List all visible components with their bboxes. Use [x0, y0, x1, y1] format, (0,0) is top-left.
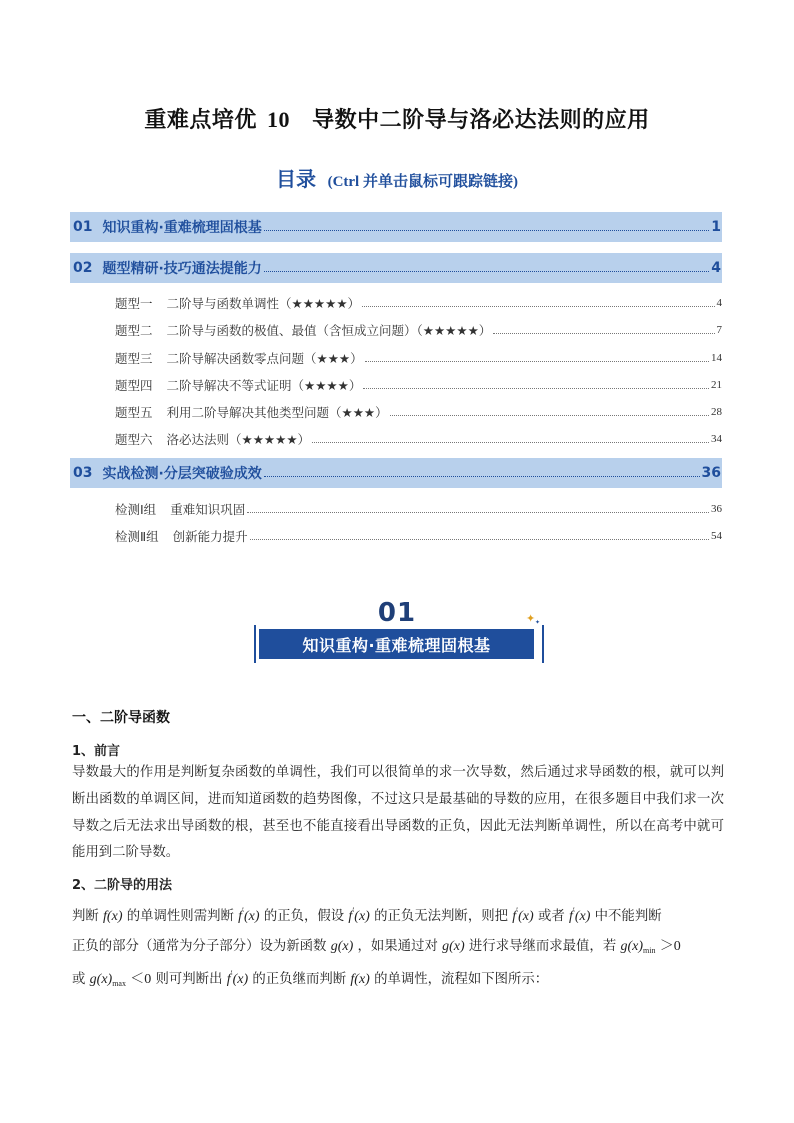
toc-item-label: 创新能力提升	[172, 529, 248, 544]
sparkle-icon: ✦	[526, 612, 536, 625]
banner-label: 知识重构·重难梳理固根基	[259, 629, 534, 659]
math-gx: g(x)	[442, 939, 465, 954]
toc-item-label: 利用二阶导解决其他类型问题（★★★）	[166, 405, 388, 420]
text-run: 的正负继而判断	[252, 972, 347, 987]
toc-item-page: 4	[716, 297, 722, 309]
toc-section-page: 1	[711, 219, 721, 235]
toc-item-type: 题型一	[115, 296, 153, 311]
toc-leader	[362, 306, 714, 307]
toc-section-page: 36	[701, 465, 721, 481]
toc-leader	[250, 539, 709, 540]
toc-leader	[247, 512, 709, 513]
toc-item-type: 题型六	[115, 432, 153, 447]
toc-item-label: 重难知识巩固	[170, 502, 246, 517]
toc-item-type5[interactable]	[115, 402, 722, 422]
math-fx: f(x)	[103, 909, 123, 924]
title-main: 导数中二阶导与洛必达法则的应用	[312, 108, 650, 133]
text-run: 则可判断出	[155, 972, 223, 987]
text-run: ，如果通过对	[357, 939, 438, 954]
text-run: 的单调性，流程如下图所示：	[374, 972, 549, 987]
toc-item-label: 二阶导解决不等式证明（★★★★）	[166, 378, 362, 393]
paragraph-usage-line-1	[72, 905, 662, 925]
math-gx-max: $g(x)_{max}$	[89, 972, 126, 988]
toc-item-page: 54	[711, 530, 722, 542]
toc-note: (Ctrl 并单击鼠标可跟踪链接)	[327, 174, 518, 190]
toc-item-label: 二阶导解决函数零点问题（★★★）	[166, 351, 363, 366]
text-run: 的正负，假设	[263, 909, 345, 924]
toc-item-label: 洛必达法则（★★★★★）	[166, 432, 311, 447]
text-run: 判断	[72, 909, 99, 924]
text-run: 中不能判断	[594, 909, 662, 924]
toc-item-type6[interactable]	[115, 429, 722, 449]
toc-item-label: 二阶导与函数单调性（★★★★★）	[166, 296, 361, 311]
toc-item-type: 检测Ⅱ组	[115, 529, 159, 544]
toc-heading	[0, 163, 794, 192]
math-fprime-x: f′(x)	[348, 906, 370, 924]
toc-leader	[264, 476, 700, 477]
toc-item-type2[interactable]	[115, 320, 722, 340]
toc-leader	[493, 333, 714, 334]
subsection-title-1: 1、前言	[72, 744, 121, 759]
toc-item-type: 题型四	[115, 378, 153, 393]
toc-section-03[interactable]	[70, 458, 722, 488]
text-run: 或	[72, 972, 86, 987]
toc-section-num: 02	[73, 260, 93, 276]
title-number: 10	[267, 107, 290, 132]
text-run: 的单调性则需判断	[126, 909, 234, 924]
toc-item-type: 检测Ⅰ组	[115, 502, 157, 517]
banner-number: 01	[377, 598, 417, 628]
math-lt-zero: ＜0	[130, 972, 152, 987]
toc-section-label: 题型精研·技巧通法提能力	[102, 261, 262, 277]
toc-leader	[390, 415, 709, 416]
toc-item-type: 题型五	[115, 405, 153, 420]
toc-item-page: 7	[716, 324, 722, 336]
text-run: 的正负无法判断，则把	[374, 909, 508, 924]
subsection-title-2: 2、二阶导的用法	[72, 878, 173, 893]
toc-item-test2[interactable]	[115, 526, 722, 546]
toc-leader	[312, 442, 709, 443]
toc-item-label: 二阶导与函数的极值、最值（含恒成立问题）（★★★★★）	[166, 323, 492, 338]
toc-item-page: 21	[711, 379, 722, 391]
toc-item-type3[interactable]	[115, 348, 722, 368]
toc-item-type1[interactable]	[115, 293, 722, 313]
text-run: 或者	[537, 909, 565, 924]
section-title: 一、二阶导函数	[72, 710, 170, 726]
toc-item-page: 28	[711, 406, 722, 418]
math-fprime-x: f′(x)	[512, 906, 534, 924]
toc-item-type: 题型二	[115, 323, 153, 338]
toc-leader	[363, 388, 709, 389]
title-prefix: 重难点培优	[144, 108, 257, 133]
paragraph-usage-line-2	[72, 935, 681, 955]
toc-item-page: 36	[711, 503, 722, 515]
toc-section-num: 03	[73, 465, 93, 481]
toc-leader	[365, 361, 709, 362]
sparkle-small-icon: ✦	[535, 619, 541, 626]
toc-section-01[interactable]	[70, 212, 722, 242]
toc-item-type4[interactable]	[115, 375, 722, 395]
toc-item-page: 14	[711, 352, 722, 364]
paragraph-usage-line-3	[72, 968, 548, 988]
math-gx: g(x)	[330, 939, 354, 954]
toc-section-label: 实战检测·分层突破验成效	[102, 466, 262, 482]
toc-section-label: 知识重构·重难梳理固根基	[102, 220, 262, 236]
text-run: 进行求导继而求最值，若	[468, 939, 617, 954]
text-run: 正负的部分（通常为分子部分）设为新函数	[72, 939, 327, 954]
math-fprime-x: f′(x)	[568, 906, 591, 924]
toc-section-num: 01	[73, 219, 93, 235]
toc-item-page: 34	[711, 433, 722, 445]
toc-leader	[264, 271, 709, 272]
paragraph-intro: 导数最大的作用是判断复杂函数的单调性，我们可以很简单的求一次导数，然后通过求导函数的根，就可以判断出函数的单调区间，进而知道函数的趋势图像，不过这只是最基础的导数的应用，在很多题目中我们求一次导数之后无法求出导函数的根，甚至也不能直接看出导函数的正负，因此无法判断单调性，所以在高考中就可能用到二阶导数。	[72, 765, 724, 861]
toc-heading-label: 目录	[276, 167, 316, 191]
toc-section-page: 4	[711, 260, 721, 276]
math-gt-zero: ＞0	[659, 939, 681, 954]
toc-item-test1[interactable]	[115, 499, 722, 519]
math-gx-min: $g(x)_{min}$	[620, 939, 656, 955]
math-fprime-x: f′(x)	[226, 969, 249, 987]
toc-item-type: 题型三	[115, 351, 153, 366]
math-fx: f(x)	[350, 972, 370, 987]
toc-section-02[interactable]	[70, 253, 722, 283]
page-title	[0, 103, 794, 134]
toc-leader	[264, 230, 709, 231]
math-fprime-x: f′(x)	[238, 906, 260, 924]
